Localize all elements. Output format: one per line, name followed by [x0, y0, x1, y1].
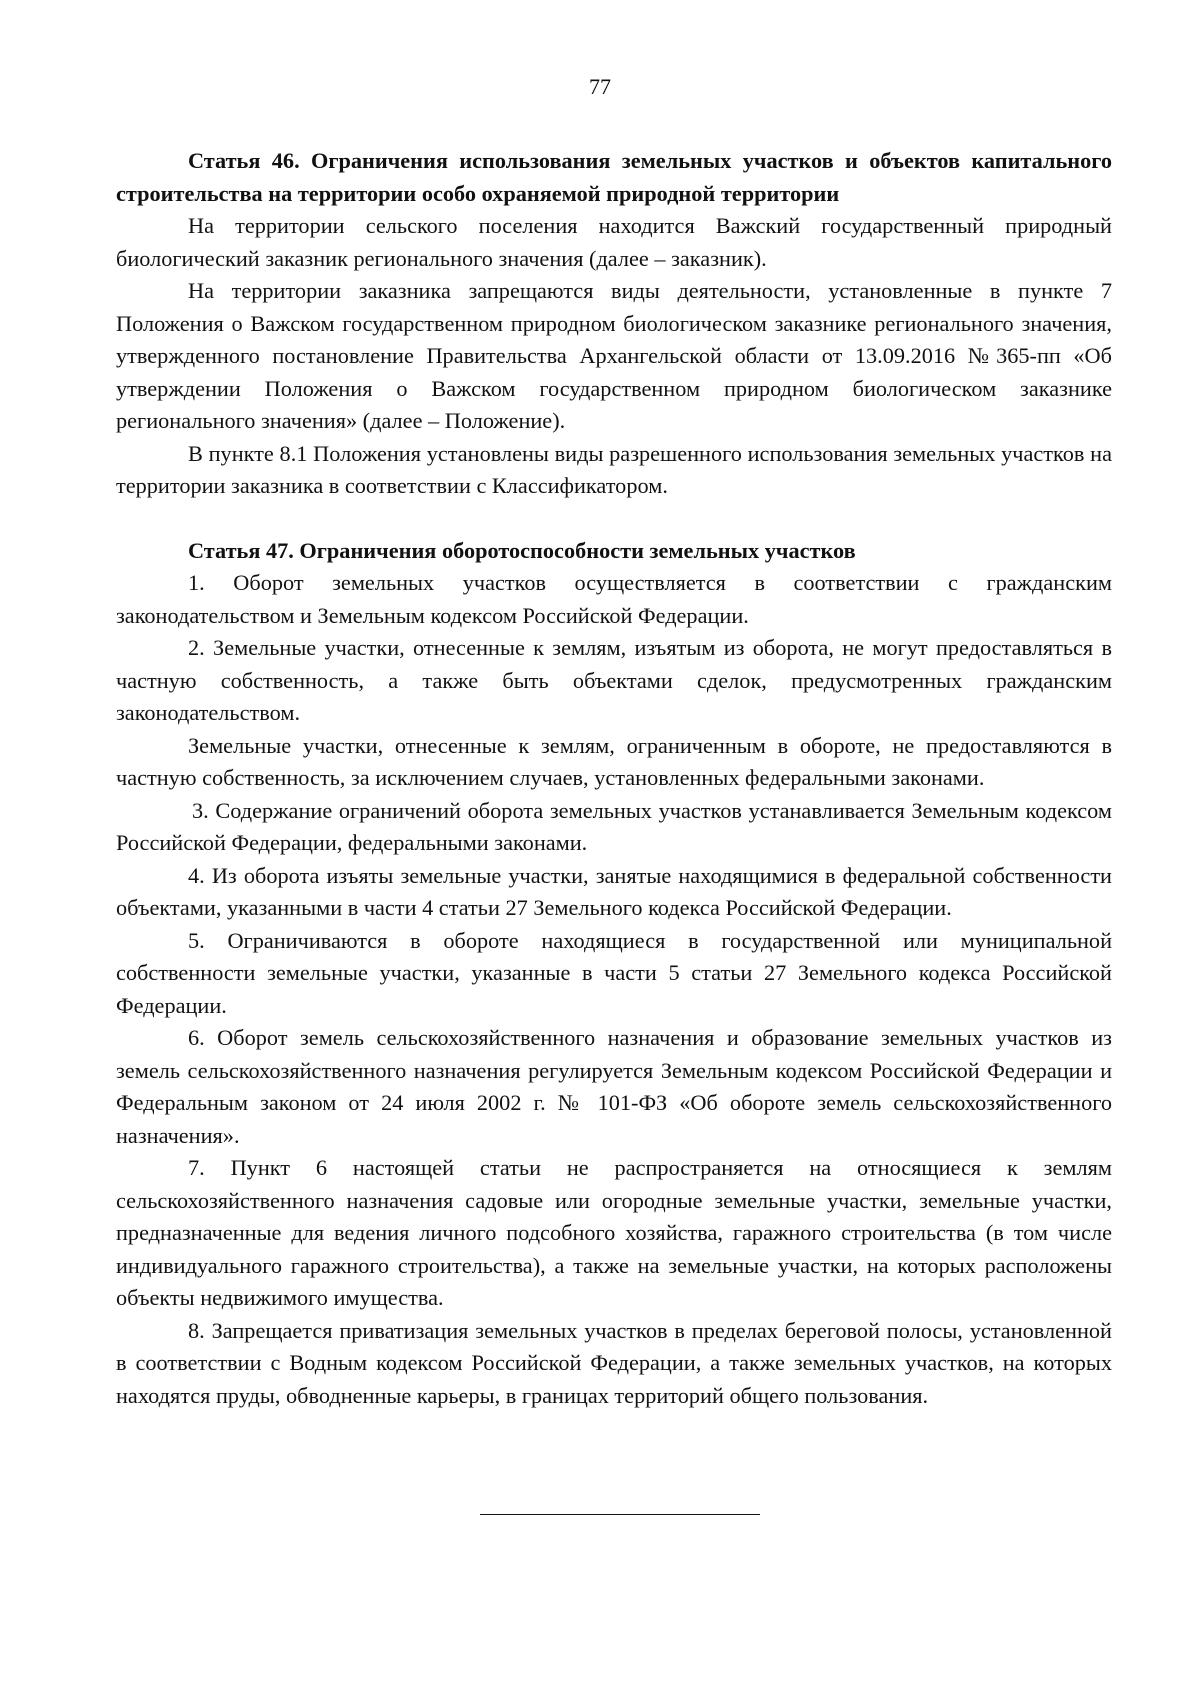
article-47-item-4: 4. Из оборота изъяты земельные участки, занятые находящимися в федеральной собственности объектами, указанными в части 4 статьи 27 Земельного кодекса Российской Федерации. [116, 862, 1112, 920]
article-47-item-1: 1. Оборот земельных участков осуществляется в соответствии с гражданским законодательством и Земельным кодексом Российской Федерации. [116, 570, 1112, 628]
article-47-item-5: 5. Ограничиваются в обороте находящиеся в государственной или муниципальной собственности земельные участки, указанные в части 5 статьи 27 Земельного кодекса Российской Федерации. [116, 927, 1112, 1018]
article-47 [116, 535, 1112, 1413]
page-number: 77 [589, 74, 611, 99]
section-gap [116, 503, 1112, 535]
article-47-item-2: 2. Земельные участки, отнесенные к землям, изъятым из оборота, не могут предоставляться в частную собственность, а также быть объектами сделок, предусмотренных гражданским законодательством. [116, 635, 1112, 725]
article-47-item-8: 8. Запрещается приватизация земельных участков в пределах береговой полосы, установленной в соответствии с Водным кодексом Российской Федерации, а также земельных участков, на которых находятся пруды, обводненные карьеры, в границах территорий общего пользования. [116, 1317, 1112, 1408]
article-46-title: Статья 46. Ограничения использования земельных участков и объектов капитального строительства на территории особо охраняемой природной территории [116, 148, 1112, 206]
article-47-title: Статья 47. Ограничения оборотоспособности земельных участков [188, 537, 856, 563]
document-body [116, 145, 1112, 1412]
article-46-paragraph-1: На территории сельского поселения находится Важский государственный природный биологический заказник регионального значения (далее – заказник). [116, 213, 1112, 271]
article-46-paragraph-2: На территории заказника запрещаются виды деятельности, установленные в пункте 7 Положения о Важском государственном природном биологическом заказнике регионального значения, утвержденного постановление Правительства Архангельской области от 13.09.2016 №365-пп «Об утверждении Положения о Важском государственном природном биологическом заказнике регионального значения» (далее – Положение). [116, 278, 1112, 433]
end-divider-line [480, 1514, 760, 1515]
article-47-item-6: 6. Оборот земель сельскохозяйственного назначения и образование земельных участков из земель сельскохозяйственного назначения регулируется Земельным кодексом Российской Федерации и Федеральным законом от 24 июля 2002 г. № 101-ФЗ «Об обороте земель сельскохозяйственного назначения». [116, 1025, 1112, 1148]
article-46-paragraph-3: В пункте 8.1 Положения установлены виды разрешенного использования земельных участков на территории заказника в соответствии с Классификатором. [116, 440, 1112, 498]
article-46 [116, 145, 1112, 503]
article-47-item-3: 3. Содержание ограничений оборота земельных участков устанавливается Земельным кодексом Российской Федерации, федеральными законами. [116, 797, 1112, 855]
article-47-item-2-continuation: Земельные участки, отнесенные к землям, ограниченным в обороте, не предоставляются в частную собственность, за исключением случаев, установленных федеральными законами. [116, 732, 1112, 790]
article-47-item-7: 7. Пункт 6 настоящей статьи не распространяется на относящиеся к землям сельскохозяйственного назначения садовые или огородные земельные участки, земельные участки, предназначенные для ведения личного подсобного хозяйства, гаражного строительства (в том числе индивидуального гаражного строительства), а также на земельные участки, на которых расположены объекты недвижимого имущества. [116, 1155, 1112, 1310]
